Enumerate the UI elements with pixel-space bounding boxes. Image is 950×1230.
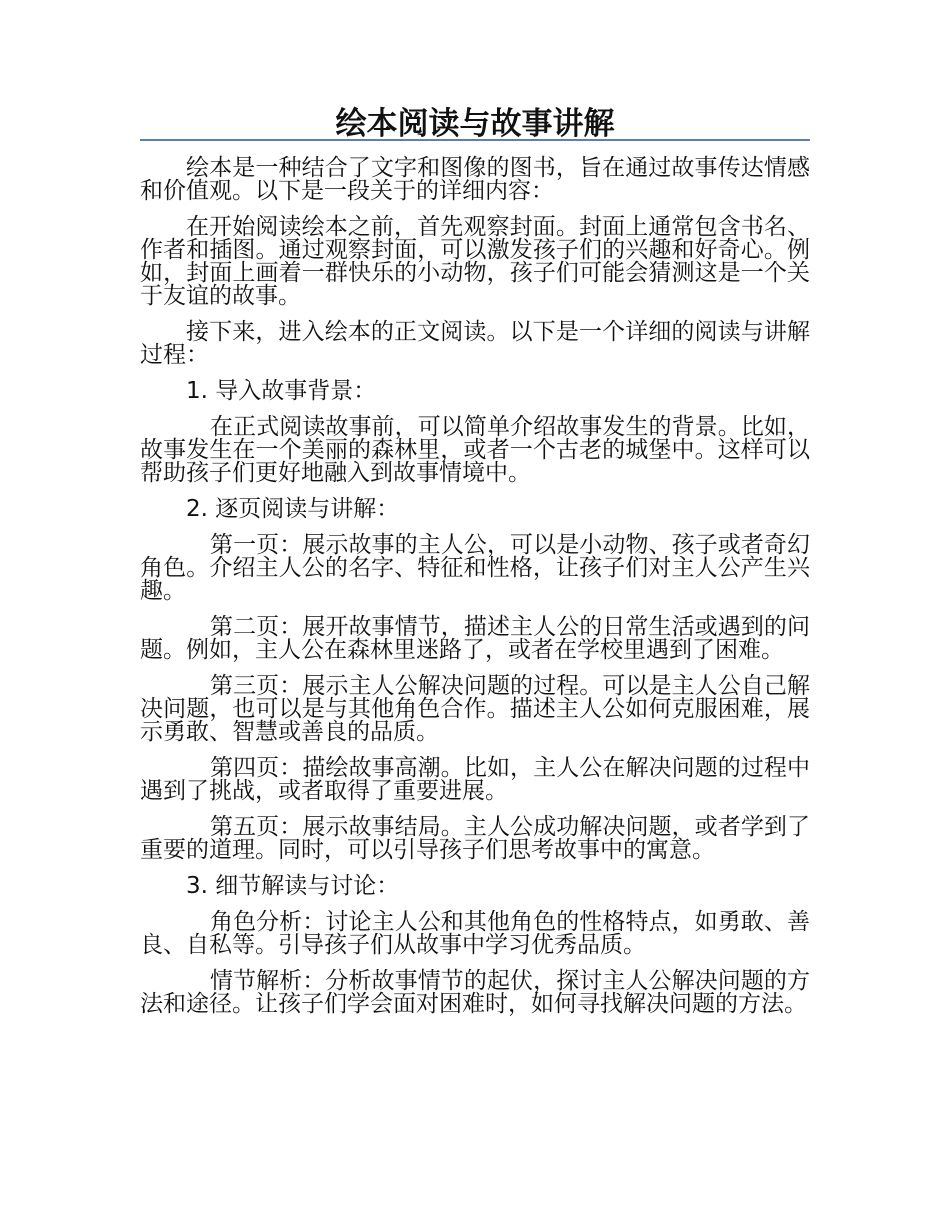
page-four-paragraph: 第四页：描绘故事高潮。比如，主人公在解决问题的过程中遇到了挑战，或者取得了重要进展。 xyxy=(140,755,810,804)
section-heading-page-reading: 2. 逐页阅读与讲解： xyxy=(186,496,400,522)
cover-paragraph: 在开始阅读绘本之前，首先观察封面。封面上通常包含书名、作者和插图。通过观察封面，可以激发孩子们的兴趣和好奇心。例如，封面上画着一群快乐的小动物，孩子们可能会猜测这是一个关于友谊的故事。 xyxy=(140,214,810,309)
section-heading-details: 3. 细节解读与讨论： xyxy=(186,873,400,899)
page-three-paragraph: 第三页：展示主人公解决问题的过程。可以是主人公自己解决问题，也可以是与其他角色合作。描述主人公如何克服困难，展示勇敢、智慧或善良的品质。 xyxy=(140,673,810,745)
intro-paragraph: 绘本是一种结合了文字和图像的图书，旨在通过故事传达情感和价值观。以下是一段关于的详细内容： xyxy=(140,155,810,204)
document-body xyxy=(140,157,810,1029)
title-underline xyxy=(140,139,810,141)
page-five-paragraph: 第五页：展示故事结局。主人公成功解决问题，或者学到了重要的道理。同时，可以引导孩子们思考故事中的寓意。 xyxy=(140,814,810,863)
reading-intro-paragraph: 接下来，进入绘本的正文阅读。以下是一个详细的阅读与讲解过程： xyxy=(140,319,810,368)
section-heading-background: 1. 导入故事背景： xyxy=(186,378,377,404)
plot-analysis-paragraph: 情节解析：分析故事情节的起伏，探讨主人公解决问题的方法和途径。让孩子们学会面对困难时，如何寻找解决问题的方法。 xyxy=(140,968,810,1017)
document-title: 绘本阅读与故事讲解 xyxy=(335,106,615,142)
background-paragraph: 在正式阅读故事前，可以简单介绍故事发生的背景。比如，故事发生在一个美丽的森林里，或者一个古老的城堡中。这样可以帮助孩子们更好地融入到故事情境中。 xyxy=(140,414,810,486)
page-one-paragraph: 第一页：展示故事的主人公，可以是小动物、孩子或者奇幻角色。介绍主人公的名字、特征和性格，让孩子们对主人公产生兴趣。 xyxy=(140,532,810,604)
character-analysis-paragraph: 角色分析：讨论主人公和其他角色的性格特点，如勇敢、善良、自私等。引导孩子们从故事中学习优秀品质。 xyxy=(140,909,810,958)
page-two-paragraph: 第二页：展开故事情节，描述主人公的日常生活或遇到的问题。例如，主人公在森林里迷路了，或者在学校里遇到了困难。 xyxy=(140,614,810,663)
